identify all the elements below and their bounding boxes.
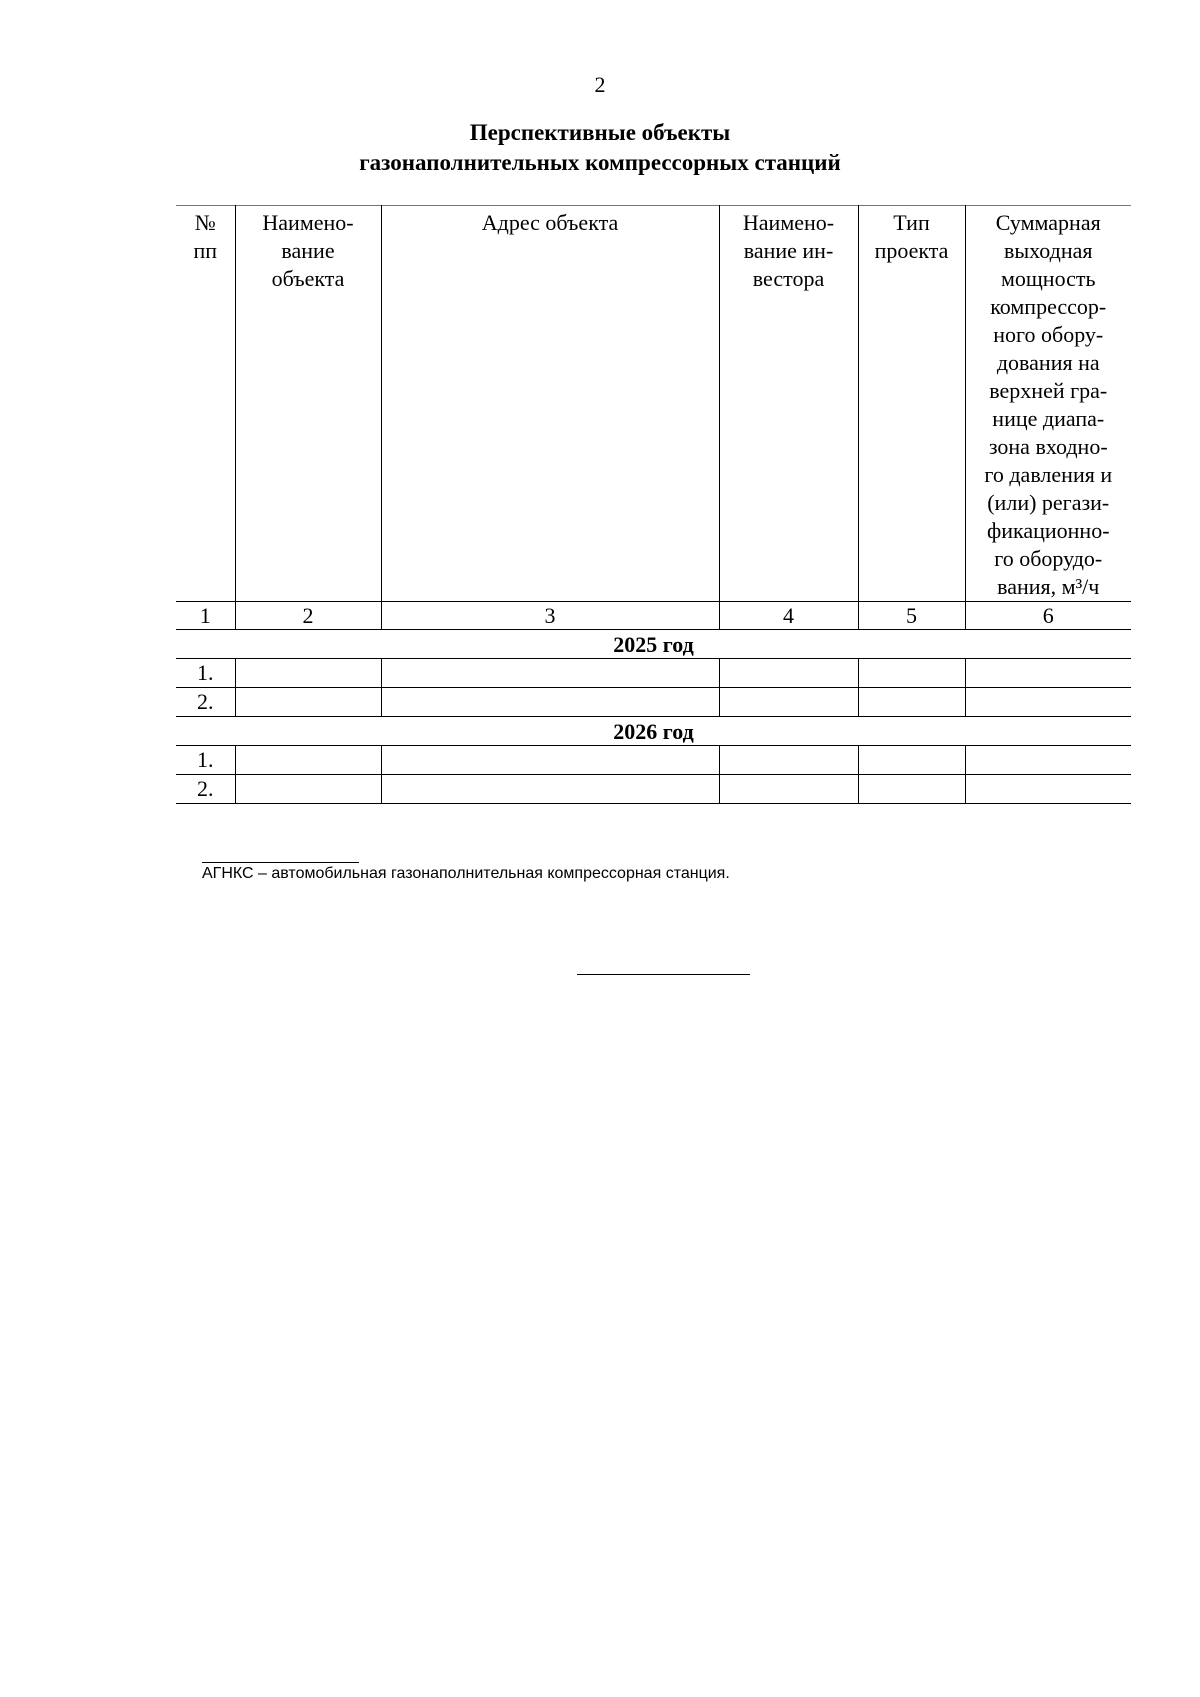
row-number: 1. — [176, 659, 235, 688]
table-cell — [965, 688, 1131, 717]
table-row — [176, 746, 1131, 775]
header-cell-address: Адрес объекта — [381, 206, 719, 602]
header-cell-investor: Наимено- вание ин- вестора — [719, 206, 858, 602]
table-cell — [858, 688, 965, 717]
table-cell — [235, 659, 381, 688]
table-cell — [381, 775, 719, 804]
column-number: 5 — [858, 602, 965, 630]
row-number: 1. — [176, 746, 235, 775]
page-number: 2 — [594, 72, 606, 97]
column-number: 1 — [176, 602, 235, 630]
table-cell — [965, 746, 1131, 775]
header-row — [176, 206, 1131, 602]
table-row — [176, 688, 1131, 717]
header-cell-capacity: Суммарная выходная мощность компрессор- ного обору- дования на верхней гра- нице диапа- зона входно- го давления и (или) регази- фикационно- го оборудо- вания, м³/ч — [965, 206, 1131, 602]
table-cell — [858, 746, 965, 775]
table-cell — [235, 775, 381, 804]
column-number: 3 — [381, 602, 719, 630]
end-divider — [577, 974, 750, 975]
header-cell-object-name: Наимено- вание объекта — [235, 206, 381, 602]
section-label: 2026 год — [176, 717, 1131, 746]
table-cell — [719, 775, 858, 804]
table-cell — [965, 659, 1131, 688]
table-cell — [965, 775, 1131, 804]
section-row-2026 — [176, 717, 1131, 746]
table-row — [176, 775, 1131, 804]
table-cell — [858, 775, 965, 804]
objects-table — [176, 205, 1131, 804]
table-cell — [381, 659, 719, 688]
row-number: 2. — [176, 688, 235, 717]
title-line-1: Перспективные объекты — [469, 120, 731, 145]
table-cell — [858, 659, 965, 688]
table-cell — [719, 659, 858, 688]
table-cell — [719, 688, 858, 717]
footnote-divider — [202, 862, 359, 863]
header-cell-project-type: Тип проекта — [858, 206, 965, 602]
footnote-text: АГНКС – автомобильная газонаполнительная компрессорная станция. — [202, 865, 730, 882]
section-label: 2025 год — [176, 630, 1131, 659]
column-number: 2 — [235, 602, 381, 630]
page-title — [0, 118, 1200, 178]
column-number: 6 — [965, 602, 1131, 630]
header-cell-number: № пп — [176, 206, 235, 602]
table-cell — [235, 746, 381, 775]
section-row-2025 — [176, 630, 1131, 659]
row-number: 2. — [176, 775, 235, 804]
table-cell — [719, 746, 858, 775]
column-number: 4 — [719, 602, 858, 630]
table-cell — [235, 688, 381, 717]
table-row — [176, 659, 1131, 688]
table-cell — [381, 688, 719, 717]
title-line-2: газонаполнительных компрессорных станций — [359, 150, 841, 175]
table-cell — [381, 746, 719, 775]
column-number-row — [176, 602, 1131, 630]
